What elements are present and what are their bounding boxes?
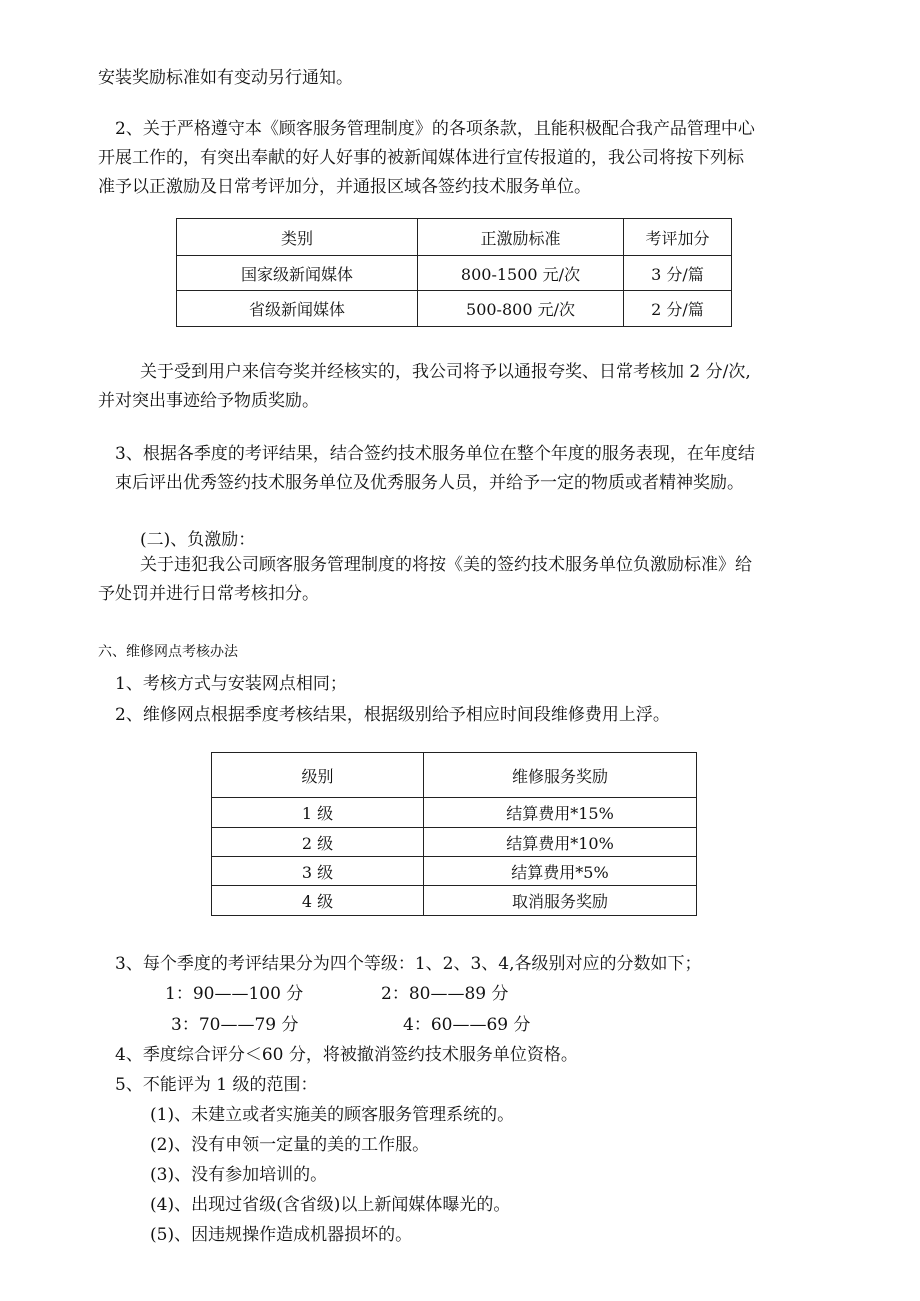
- table-header: 级别: [212, 753, 424, 798]
- grade-2-range: 2：80——89 分: [381, 984, 509, 1004]
- table-cell: 1 级: [212, 798, 424, 828]
- table-header: 考评加分: [624, 219, 732, 256]
- table-header: 类别: [177, 219, 418, 256]
- paragraph-line: 束后评出优秀签约技术服务单位及优秀服务人员，并给予一定的物质或者精神奖励。: [115, 473, 744, 493]
- section-6-item-1: 1、考核方式与安装网点相同；: [115, 674, 347, 694]
- paragraph-line: 并对突出事迹给予物质奖励。: [98, 391, 319, 411]
- paragraph-line: 关于违犯我公司顾客服务管理制度的将按《美的签约技术服务单位负激励标准》给: [140, 555, 752, 575]
- table-row: [212, 828, 697, 857]
- table-cell: 取消服务奖励: [424, 886, 697, 916]
- table-cell: 结算费用*10%: [424, 828, 697, 857]
- table-header-row: [177, 219, 732, 256]
- table-row: [177, 256, 732, 291]
- paragraph-line: 予处罚并进行日常考核扣分。: [98, 584, 319, 604]
- table-cell: 省级新闻媒体: [177, 291, 418, 327]
- section-3-paragraph: [115, 440, 755, 498]
- table-cell: 国家级新闻媒体: [177, 256, 418, 291]
- table-cell: 4 级: [212, 886, 424, 916]
- list-item: (4)、出现过省级(含省级)以上新闻媒体曝光的。: [150, 1195, 511, 1215]
- list-item: (1)、未建立或者实施美的顾客服务管理系统的。: [150, 1105, 515, 1125]
- table-row: [212, 798, 697, 828]
- section-6-heading: 六、维修网点考核办法: [98, 644, 238, 660]
- section-2-paragraph: [98, 115, 755, 202]
- list-item: (2)、没有申领一定量的美的工作服。: [150, 1135, 430, 1155]
- grades-intro: 3、每个季度的考评结果分为四个等级：1、2、3、4,各级别对应的分数如下；: [115, 954, 702, 974]
- table-cell: 结算费用*15%: [424, 798, 697, 828]
- install-note: 安装奖励标准如有变动另行通知。: [98, 68, 353, 88]
- section-6-item-2: 2、维修网点根据季度考核结果，根据级别给予相应时间段维修费用上浮。: [115, 705, 670, 725]
- item-4: 4、季度综合评分＜60 分，将被撤消签约技术服务单位资格。: [115, 1045, 578, 1065]
- table-cell: 2 分/篇: [624, 291, 732, 327]
- table-header: 维修服务奖励: [424, 753, 697, 798]
- paragraph-line: 2、关于严格遵守本《顾客服务管理制度》的各项条款，且能积极配合我产品管理中心: [115, 119, 755, 139]
- table-row: [212, 886, 697, 916]
- paragraph-line: 关于受到用户来信夸奖并经核实的，我公司将予以通报夸奖、日常考核加 2 分/次,: [140, 362, 751, 382]
- table-header-row: [212, 753, 697, 798]
- table-row: [177, 291, 732, 327]
- table-cell: 3 分/篇: [624, 256, 732, 291]
- list-item: (5)、因违规操作造成机器损坏的。: [150, 1225, 413, 1245]
- table-header: 正激励标准: [418, 219, 624, 256]
- item-5-heading: 5、不能评为 1 级的范围：: [115, 1075, 318, 1095]
- list-item: (3)、没有参加培训的。: [150, 1165, 328, 1185]
- letters-paragraph: [98, 358, 751, 416]
- item-5-list: [150, 1100, 514, 1250]
- media-reward-table: [176, 218, 732, 327]
- grade-4-range: 4：60——69 分: [403, 1015, 531, 1035]
- table-cell: 800-1500 元/次: [418, 256, 624, 291]
- table-cell: 500-800 元/次: [418, 291, 624, 327]
- paragraph-line: 开展工作的，有突出奉献的好人好事的被新闻媒体进行宣传报道的，我公司将按下列标: [98, 148, 744, 168]
- grade-1-range: 1：90——100 分: [165, 984, 304, 1004]
- table-cell: 3 级: [212, 857, 424, 886]
- paragraph-line: 准予以正激励及日常考评加分，并通报区域各签约技术服务单位。: [98, 177, 591, 197]
- paragraph-line: 3、根据各季度的考评结果，结合签约技术服务单位在整个年度的服务表现，在年度结: [115, 444, 755, 464]
- table-row: [212, 857, 697, 886]
- table-cell: 结算费用*5%: [424, 857, 697, 886]
- table-cell: 2 级: [212, 828, 424, 857]
- negative-incentive-paragraph: [98, 551, 752, 609]
- grade-3-range: 3：70——79 分: [171, 1015, 299, 1035]
- negative-incentive-heading: (二)、负激励：: [140, 530, 256, 550]
- repair-reward-table: [211, 752, 697, 916]
